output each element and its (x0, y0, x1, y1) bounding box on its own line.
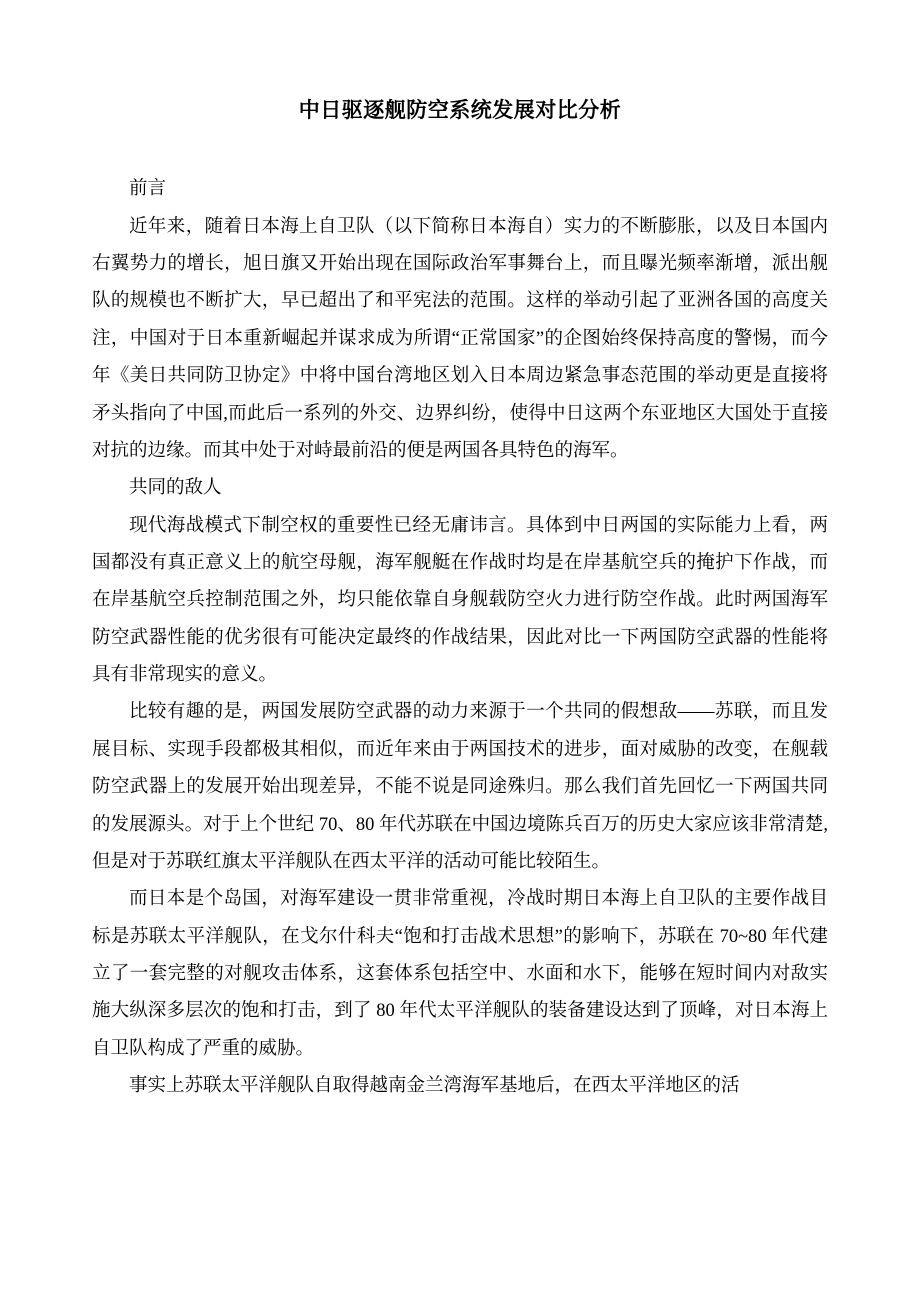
paragraph-1: 近年来，随着日本海上自卫队（以下简称日本海自）实力的不断膨胀，以及日本国内右翼势力的增长，旭日旗又开始出现在国际政治军事舞台上，而且曝光频率渐增，派出舰队的规模也不断扩大，早已超出了和平宪法的范围。这样的举动引起了亚洲各国的高度关注，中国对于日本重新崛起并谋求成为所谓“正常国家”的企图始终保持高度的警惕，而今年《美日共同防卫协定》中将中国台湾地区划入日本周边紧急事态范围的举动更是直接将矛头指向了中国,而此后一系列的外交、边界纠纷，使得中日这两个东亚地区大国处于直接对抗的边缘。而其中处于对峙最前沿的便是两国各具特色的海军。 (92, 216, 828, 461)
document-body (92, 171, 828, 1105)
section-heading-preface: 前言 (129, 179, 167, 200)
page-content (92, 96, 828, 1105)
paragraph-3: 比较有趣的是，两国发展防空武器的动力来源于一个共同的假想敌——苏联，而且发展目标、实现手段都极其相似，而近年来由于两国技术的进步，面对威胁的改变，在舰载防空武器上的发展开始出现差异，不能不说是同途殊归。那么我们首先回忆一下两国共同的发展源头。对于上个世纪 70、80 年代苏联在中国边境陈兵百万的历史大家应该非常清楚,但是对于苏联红旗太平洋舰队在西太平洋的活动可能比较陌生。 (92, 702, 828, 872)
section-heading-common-enemy: 共同的敌人 (129, 478, 222, 499)
paragraph-5: 事实上苏联太平洋舰队自取得越南金兰湾海军基地后，在西太平洋地区的活 (129, 1076, 740, 1097)
paragraph-4: 而日本是个岛国，对海军建设一贯非常重视，冷战时期日本海上自卫队的主要作战目标是苏联太平洋舰队，在戈尔什科夫“饱和打击战术思想”的影响下，苏联在 70~80 年代建立了一套完整的对舰攻击体系，这套体系包括空中、水面和水下，能够在短时间内对敌实施大纵深多层次的饱和打击，到了 80 年代太平洋舰队的装备建设达到了顶峰，对日本海上自卫队构成了严重的威胁。 (92, 889, 828, 1059)
page-title: 中日驱逐舰防空系统发展对比分析 (298, 98, 622, 122)
paragraph-2: 现代海战模式下制空权的重要性已经无庸讳言。具体到中日两国的实际能力上看，两国都没有真正意义上的航空母舰，海军舰艇在作战时均是在岸基航空兵的掩护下作战，而在岸基航空兵控制范围之外，均只能依靠自身舰载防空火力进行防空作战。此时两国海军防空武器性能的优劣很有可能决定最终的作战结果，因此对比一下两国防空武器的性能将具有非常现实的意义。 (92, 515, 828, 686)
